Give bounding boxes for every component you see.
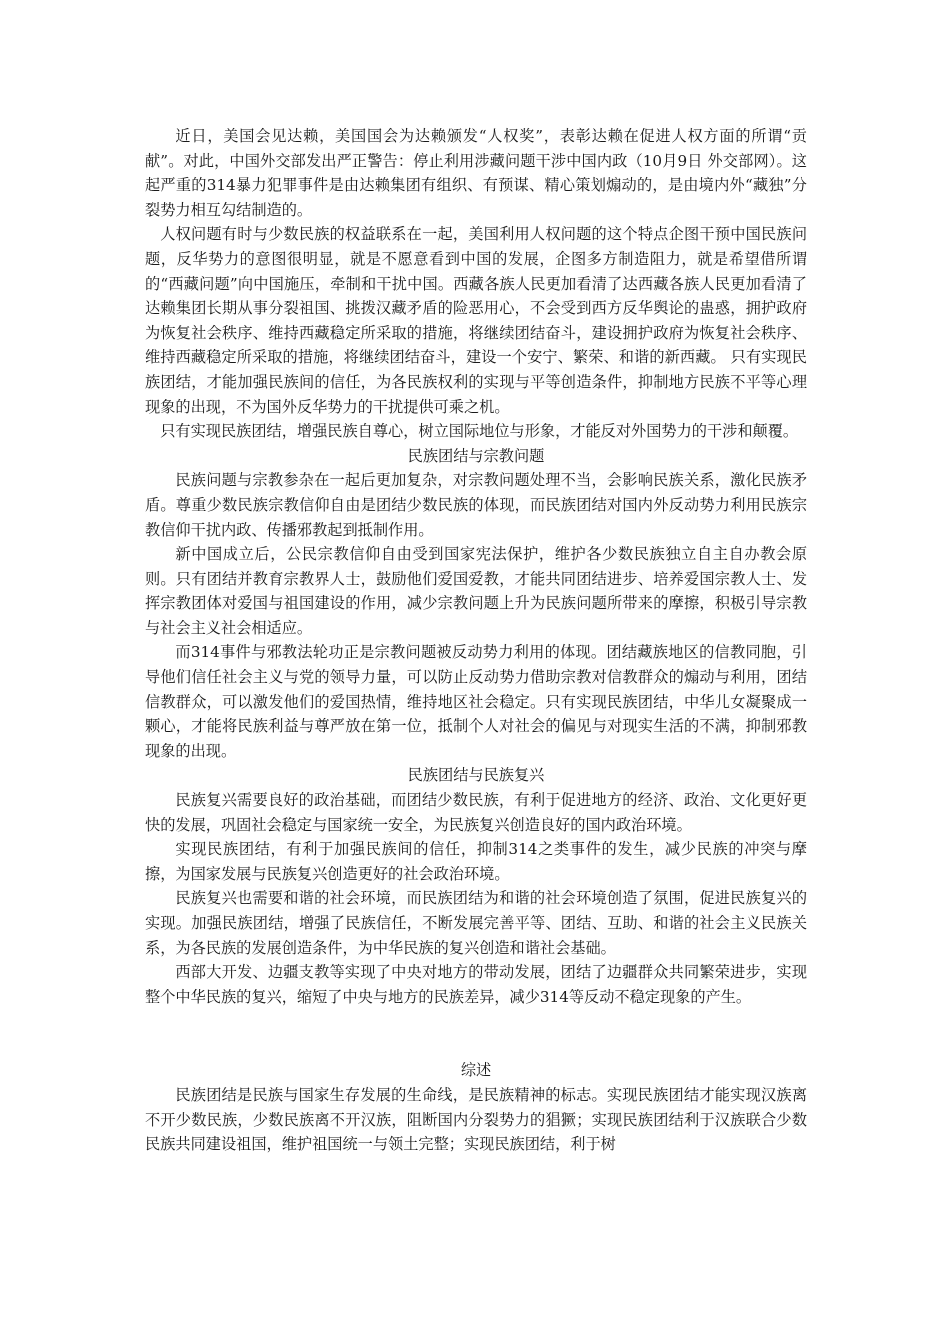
revival-paragraph-4: 西部大开发、边疆支教等实现了中央对地方的带动发展，团结了边疆群众共同繁荣进步，实现整个中华民族的复兴，缩短了中央与地方的民族差异，减少314等反动不稳定现象的产生。 [145,963,807,1006]
religion-paragraph-1: 民族问题与宗教参杂在一起后更加复杂，对宗教问题处理不当，会影响民族关系，激化民族矛盾。尊重少数民族宗教信仰自由是团结少数民族的体现，而民族团结对国内外反动势力利用民族宗教信仰干扰内政、传播邪教起到抵制作用。 [145,471,807,539]
intro-paragraph-2: 人权问题有时与少数民族的权益联系在一起，美国利用人权问题的这个特点企图干预中国民族问题，反华势力的意图很明显，就是不愿意看到中国的发展，企图多方制造阻力，就是希望借所谓的“西藏问题”向中国施压，牵制和干扰中国。西藏各族人民更加看清了达西藏各族人民更加看清了达赖集团长期从事分裂祖国、挑拨汉藏矛盾的险恶用心，不会受到西方反华舆论的蛊惑，拥护政府为恢复社会秩序、维持西藏稳定所采取的措施，将继续团结奋斗，建设拥护政府为恢复社会秩序、维持西藏稳定所采取的措施，将继续团结奋斗，建设一个安宁、繁荣、和谐的新西藏。 只有实现民族团结，才能加强民族间的信任，为各民族权利的实现与平等创造条件，抑制地方民族不平等心理现象的出现，不为国外反华势力的干扰提供可乘之机。 [145,225,807,416]
summary-paragraph-1: 民族团结是民族与国家生存发展的生命线，是民族精神的标志。实现民族团结才能实现汉族离不开少数民族，少数民族离不开汉族，阻断国内分裂势力的猖獗；实现民族团结利于汉族联合少数民族共同建设祖国，维护祖国统一与领土完整；实现民族团结，利于树 [145,1085,807,1154]
revival-paragraph-2: 实现民族团结，有利于加强民族间的信任，抑制314之类事件的发生，减少民族的冲突与摩擦，为国家发展与民族复兴创造更好的社会政治环境。 [145,840,807,883]
section-heading-religion: 民族团结与宗教问题 [407,446,545,465]
section-spacer [145,1009,807,1058]
religion-paragraph-3: 而314事件与邪教法轮功正是宗教问题被反动势力利用的体现。团结藏族地区的信教同胞，引导他们信任社会主义与党的领导力量，可以防止反动势力借助宗教对信教群众的煽动与利用，团结信教群众，可以激发他们的爱国热情，维持地区社会稳定。只有实现民族团结，中华儿女凝聚成一颗心，才能将民族利益与尊严放在第一位，抵制个人对社会的偏见与对现实生活的不满，抑制邪教现象的出现。 [145,643,807,760]
section-heading-summary: 综述 [460,1061,492,1080]
document-page [145,124,807,1157]
religion-paragraph-2: 新中国成立后，公民宗教信仰自由受到国家宪法保护，维护各少数民族独立自主自办教会原则。只有团结并教育宗教界人士，鼓励他们爱国爱教，才能共同团结进步、培养爱国宗教人士、发挥宗教团体对爱国与祖国建设的作用，减少宗教问题上升为民族问题所带来的摩擦，积极引导宗教与社会主义社会相适应。 [145,545,807,637]
revival-paragraph-3: 民族复兴也需要和谐的社会环境，而民族团结为和谐的社会环境创造了氛围，促进民族复兴的实现。加强民族团结，增强了民族信任，不断发展完善平等、团结、互助、和谐的社会主义民族关系，为各民族的发展创造条件，为中华民族的复兴创造和谐社会基础。 [145,889,807,957]
intro-paragraph-1: 近日，美国会见达赖，美国国会为达赖颁发“人权奖”，表彰达赖在促进人权方面的所谓“贡献”。对此，中国外交部发出严正警告：停止利用涉藏问题干涉中国内政（10月9日 外交部网）。这起严重的314暴力犯罪事件是由达赖集团有组织、有预谋、精心策划煽动的，是由境内外“藏独”分裂势力相互勾结制造的。 [145,127,807,219]
section-heading-revival: 民族团结与民族复兴 [407,766,545,785]
intro-paragraph-3: 只有实现民族团结，增强民族自尊心，树立国际地位与形象，才能反对外国势力的干涉和颠覆。 [160,422,799,441]
revival-paragraph-1: 民族复兴需要良好的政治基础，而团结少数民族，有利于促进地方的经济、政治、文化更好更快的发展，巩固社会稳定与国家统一安全，为民族复兴创造良好的国内政治环境。 [145,791,807,834]
